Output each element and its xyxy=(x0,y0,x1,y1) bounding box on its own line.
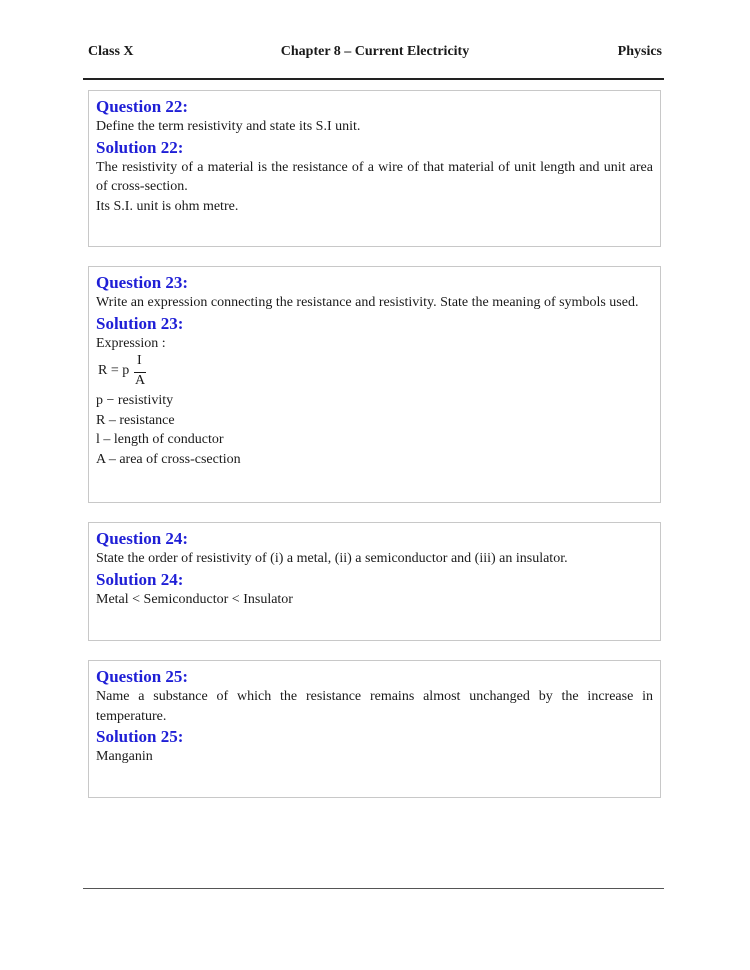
symbol-definition: p − resistivity xyxy=(96,393,174,408)
footer-divider xyxy=(83,888,664,889)
symbol-definition: R – resistance xyxy=(96,412,175,428)
header-class: Class X xyxy=(88,44,134,59)
header-subject: Physics xyxy=(617,44,662,59)
solution-title: Solution 25: xyxy=(96,727,184,746)
formula-numerator: I xyxy=(137,353,142,368)
symbol-definition: l – length of conductor xyxy=(96,432,224,447)
page-header xyxy=(88,44,662,64)
question-title: Question 24: xyxy=(96,529,189,548)
solution-title: Solution 22: xyxy=(96,137,184,157)
solution-text: Manganin xyxy=(96,749,153,764)
question-text: State the order of resistivity of (i) a metal, (ii) a semiconductor and (iii) an insulator. xyxy=(96,551,568,566)
solution-title: Solution 24: xyxy=(96,569,184,589)
question-card-22 xyxy=(88,90,661,247)
symbol-definition: A – area of cross-csection xyxy=(96,451,241,467)
question-title: Question 25: xyxy=(96,667,189,686)
solution-title: Solution 23: xyxy=(96,313,184,333)
solution-text: The resistivity of a material is the resistance of a wire of that material of unit length and unit area of cross-section. xyxy=(96,159,653,194)
formula-lhs: R = p xyxy=(98,363,130,378)
question-title: Question 23: xyxy=(96,273,189,292)
header-chapter: Chapter 8 – Current Electricity xyxy=(280,44,470,59)
header-divider xyxy=(83,78,664,80)
question-text: Name a substance of which the resistance remains almost unchanged by the increase in temperature. xyxy=(96,689,653,724)
solution-intro: Expression : xyxy=(96,335,166,351)
solution-text: Its S.I. unit is ohm metre. xyxy=(96,198,239,214)
question-text: Define the term resistivity and state its S.I unit. xyxy=(96,119,361,134)
solution-text: Metal < Semiconductor < Insulator xyxy=(96,591,293,607)
question-card-24 xyxy=(88,522,661,641)
question-title: Question 22: xyxy=(96,97,189,116)
question-text: Write an expression connecting the resistance and resistivity. State the meaning of symbols used. xyxy=(96,295,639,310)
resistance-formula xyxy=(96,353,653,391)
question-card-25 xyxy=(88,660,661,798)
question-card-23 xyxy=(88,266,661,503)
formula-denominator: A xyxy=(135,373,146,388)
